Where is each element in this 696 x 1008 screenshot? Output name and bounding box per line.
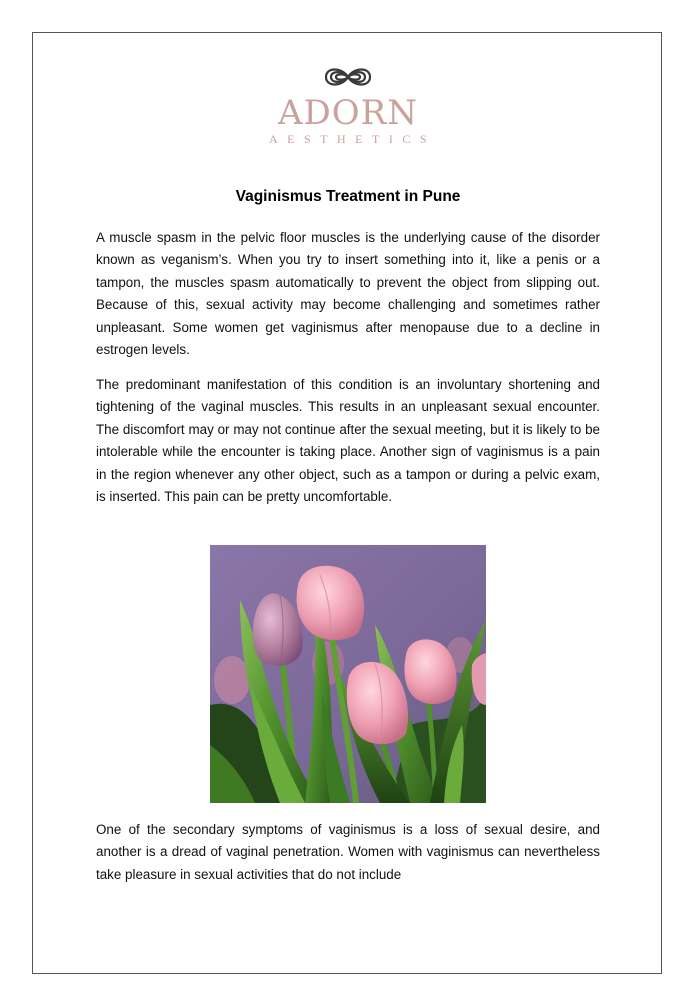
page-title: Vaginismus Treatment in Pune [235,188,461,205]
paragraph-secondary-symptoms: One of the secondary symptoms of vaginismus is a loss of sexual desire, and another is a dread of vaginal penetration. Women with vaginismus can nevertheless take pleasure in sexual activities that do not include [96,822,600,882]
tulip-photo [210,545,486,803]
infinity-knot-icon [320,62,376,92]
brand-name: ADORN [277,93,419,133]
brand-logo [0,62,696,146]
paragraph-intro: A muscle spasm in the pelvic floor muscles is the underlying cause of the disorder known as veganism’s. When you try to insert something into it, like a penis or a tampon, the muscles spasm automatically to prevent the object from slipping out. Because of this, sexual activity may become challenging and sometimes rather unpleasant. Some women get vaginismus after menopause due to a decline in estrogen levels. [96,230,600,358]
paragraph-symptoms: The predominant manifestation of this condition is an involuntary shortening and tightening of the vaginal muscles. This results in an unpleasant sexual encounter. The discomfort may or may not continue after the sexual meeting, but it is likely to be intolerable while the encounter is taking place. Another sign of vaginismus is a pain in the region whenever any other object, such as a tampon or during a pelvic exam, is inserted. This pain can be pretty uncomfortable. [96,377,600,505]
brand-tagline: AESTHETICS [269,132,436,146]
